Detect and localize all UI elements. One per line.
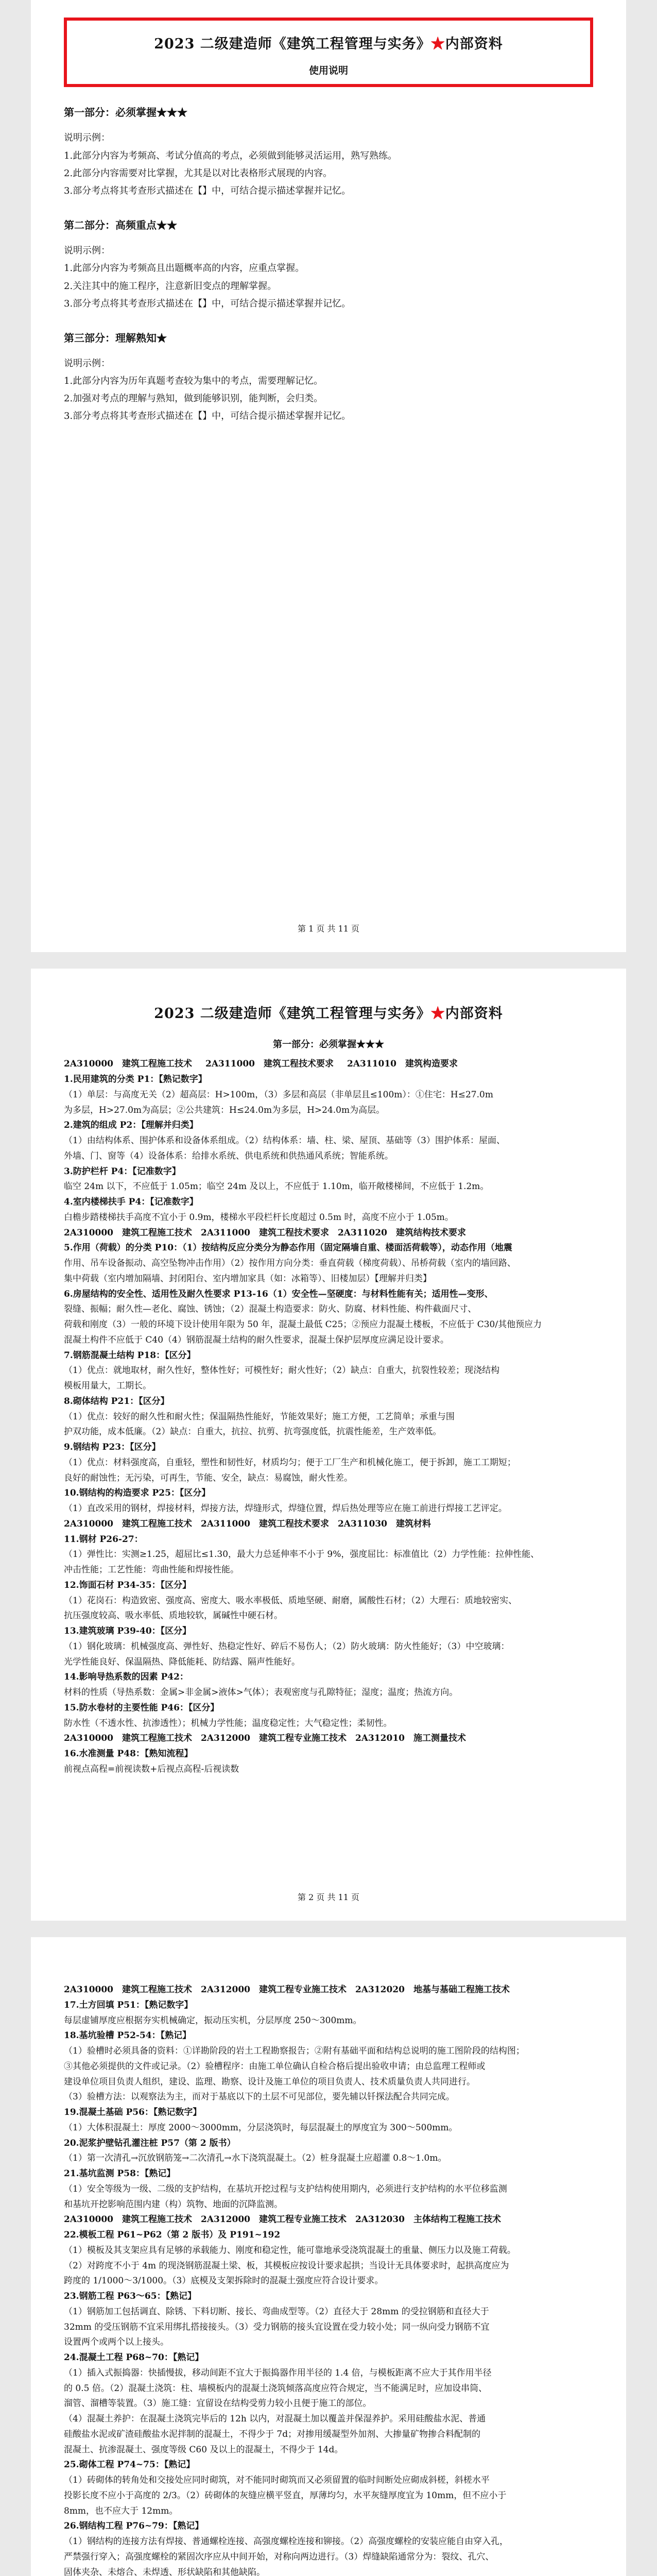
title-box	[64, 18, 593, 87]
knowledge-line: 17.土方回填 P51：【熟记数字】	[64, 1999, 193, 2010]
part2-line: 1.此部分内容为考频高且出题概率高的内容，应重点掌握。	[64, 263, 305, 274]
knowledge-line: 14.影响导热系数的因素 P42：	[64, 1672, 188, 1683]
section-code: 2A310000 建筑工程施工技术	[64, 1059, 192, 1070]
knowledge-line: 溜管、溜槽等装置。（3）施工缝：宜留设在结构受剪力较小且便于施工的部位。	[64, 2398, 372, 2409]
knowledge-line: 20.泥浆护壁钻孔灌注桩 P57（第 2 版书）	[64, 2138, 236, 2148]
section-code: 2A311010 建筑构造要求	[347, 1059, 458, 1070]
knowledge-line: 跨度的 1/1000～3/1000。（3）底模及支架拆除时的混凝土强度应符合设计要求。	[64, 2276, 384, 2286]
knowledge-line: 22.模板工程 P61~P62（第 2 版书）及 P191~192	[64, 2230, 281, 2240]
part1-example: 说明示例：	[64, 132, 110, 144]
knowledge-line: （1）优点：较好的耐久性和耐火性；保温隔热性能好，节能效果好；施工方便，工艺简单；承重与围	[64, 1411, 455, 1422]
knowledge-line: 的 0.5 倍。（2）混凝土浇筑：柱、墙模板内的混凝土浇筑倾落高度应符合规定，当不能满足时，应加设串筒、	[64, 2383, 488, 2394]
part1-line: 2.此部分内容需要对比掌握，尤其是以对比表格形式展现的内容。	[64, 167, 333, 179]
part3-line: 1.此部分内容为历年真题考查较为集中的考点，需要理解记忆。	[64, 376, 323, 387]
knowledge-line: 8mm，也不应大于 12mm。	[64, 2505, 178, 2516]
knowledge-line: 16.水准测量 P48：【熟知流程】	[64, 1749, 193, 1759]
page-footer: 第 2 页 共 11 页	[298, 1892, 359, 1902]
part2-line: 2.关注其中的施工程序，注意新旧变点的理解掌握。	[64, 280, 277, 292]
document-title	[64, 1001, 593, 1027]
part3-line: 3.部分考点将其考查形式描述在【】中，可结合提示描述掌握并记忆。	[64, 411, 351, 422]
knowledge-line: （1）单层：与高度无关（2）超高层：H>100m，（3）多层和高层（非单层且≤100m）：①住宅：H≤27.0m	[64, 1089, 493, 1100]
knowledge-line: （1）直改采用的钢材，焊接材料，焊接方法，焊缝形式，焊缝位置，焊后热处理等应在施工前进行焊接工艺评定。	[64, 1503, 507, 1514]
knowledge-line: 13.建筑玻璃 P39-40：【区分】	[64, 1626, 192, 1637]
knowledge-line: （1）验槽时必须具备的资料：①详勘阶段的岩土工程勘察报告；②附有基础平面和结构总说明的施工图阶段的结构图；	[64, 2046, 525, 2056]
knowledge-line: （1）花岗石：构造致密、强度高、密度大、吸水率极低、质地坚硬、耐磨，属酸性石材；（2）大理石：质地较密实、	[64, 1595, 517, 1606]
knowledge-line: 混凝土、抗渗混凝土、强度等级 C60 及以上的混凝土，不得少于 14d。	[64, 2444, 343, 2455]
part1-heading	[64, 103, 593, 122]
knowledge-line: 防水性（不透水性、抗渗透性）；机械力学性能；温度稳定性；大气稳定性；柔韧性。	[64, 1718, 392, 1728]
knowledge-line: 模板用量大，工期长。	[64, 1381, 151, 1392]
part3-example: 说明示例：	[64, 358, 110, 369]
knowledge-line: 良好的耐蚀性；无污染，可再生，节能、安全，缺点：易腐蚀，耐火性差。	[64, 1472, 353, 1483]
knowledge-line: 硅酸盐水泥或矿渣硅酸盐水泥拌制的混凝土，不得少于 7d；对掺用缓凝型外加剂、大掺量矿物掺合料配制的	[64, 2429, 481, 2439]
knowledge-line: 临空 24m 以下，不应低于 1.05m；临空 24m 及以上，不应低于 1.10m，临开敞楼梯间，不应低于 1.2m。	[64, 1181, 489, 1192]
knowledge-line: 21.基坑监测 P58：【熟记】	[64, 2168, 176, 2179]
knowledge-line: 设置两个或两个以上接头。	[64, 2337, 169, 2348]
document-title	[74, 31, 583, 57]
part2-stars-icon: ★★	[157, 219, 177, 232]
knowledge-line: 为多层，H>27.0m为高层；②公共建筑：H≤24.0m为多层，H>24.0m为高层。	[64, 1105, 385, 1115]
title-star-icon: ★	[430, 1006, 445, 1022]
knowledge-line: 12.饰面石材 P34-35：【区分】	[64, 1580, 192, 1590]
knowledge-line: 和基坑开挖影响范围内建（构）筑物、地面的沉降监测。	[64, 2199, 283, 2210]
knowledge-line: 每层虚铺厚度应根据夯实机械确定，振动压实机，分层厚度 250～300mm。	[64, 2015, 362, 2026]
part1-line: 3.部分考点将其考查形式描述在【】中，可结合提示描述掌握并记忆。	[64, 185, 351, 196]
knowledge-line: 25.砌体工程 P74~75：【熟记】	[64, 2460, 195, 2470]
page-footer: 第 1 页 共 11 页	[298, 923, 359, 934]
knowledge-line: （1）砖砌体的转角处和交接处应同时砌筑，对不能同时砌筑而又必须留置的临时间断处应砌成斜槎，斜槎水平	[64, 2475, 490, 2485]
knowledge-line: （2）对跨度不小于 4m 的现浇钢筋混凝土梁、板，其模板应按设计要求起拱；当设计无具体要求时，起拱高度应为	[64, 2260, 509, 2271]
knowledge-line: 1.民用建筑的分类 P1：【熟记数字】	[64, 1074, 207, 1085]
knowledge-line: 15.防水卷材的主要性能 P46：【区分】	[64, 1702, 219, 1713]
knowledge-line: 冲击性能；工艺性能：弯曲性能和焊接性能。	[64, 1565, 239, 1575]
title-prefix: 2023 二级建造师《建筑工程管理与实务》	[154, 36, 431, 52]
knowledge-line: （1）模板及其支架应具有足够的承载能力、刚度和稳定性，能可靠地承受浇筑混凝土的重量、侧压力以及施工荷载。	[64, 2245, 516, 2256]
part2-example: 说明示例：	[64, 245, 110, 257]
knowledge-line: 9.钢结构 P23：【区分】	[64, 1442, 161, 1453]
section-row	[64, 1057, 593, 1072]
knowledge-line: （1）安全等级为一级、二级的支护结构，在基坑开挖过程与支护结构使用期内，必须进行支护结构的水平位移监测	[64, 2183, 507, 2194]
knowledge-line: （3）验槽方法：以观察法为主，而对于基底以下的土层不可见部位，要先辅以钎探法配合共同完成。	[64, 2092, 455, 2103]
knowledge-line: （1）优点：材料强度高，自重轻，塑性和韧性好，材质均匀；便于工厂生产和机械化施工，便于拆卸，施工工期短；	[64, 1457, 516, 1468]
knowledge-line: ③其他必须提供的文件或记录。（2）验槽程序：由施工单位确认自检合格后提出验收申请；由总监理工程师或	[64, 2061, 486, 2072]
knowledge-line: 荷载和刚度（3）一般的环境下设计使用年限为 50 年，混凝土最低 C25；②预应力混凝土楼板，不应低于 C30/其他预应力	[64, 1319, 542, 1330]
part3-stars-icon: ★	[157, 331, 167, 344]
knowledge-line: 26.钢结构工程 P76~79：【熟记】	[64, 2521, 204, 2532]
title-star-icon: ★	[430, 36, 445, 52]
knowledge-line: 裂缝、振幅；耐久性—老化、腐蚀、锈蚀；（2）混凝土构造要求：防火、防腐、材料性能、构件截面尺寸、	[64, 1304, 477, 1315]
knowledge-line: （1）由结构体系、围护体系和设备体系组成。（2）结构体系：墙、柱、梁、屋顶、基础等（3）围护体系：屋面、	[64, 1136, 505, 1146]
part2-line: 3.部分考点将其考查形式描述在【】中，可结合提示描述掌握并记忆。	[64, 298, 351, 309]
document-page-3	[31, 1937, 626, 2576]
part3-heading-text: 第三部分：理解熟知	[64, 331, 157, 344]
knowledge-line: 前视点高程=前视读数+后视点高程-后视读数	[64, 1764, 239, 1774]
knowledge-line: 11.钢材 P26-27：	[64, 1534, 143, 1545]
document-page-2	[31, 969, 626, 1921]
knowledge-line: 23.钢筋工程 P63～65：【熟记】	[64, 2291, 197, 2301]
part3-heading	[64, 328, 593, 348]
knowledge-line: 2.建筑的组成 P2：【理解并归类】	[64, 1120, 198, 1131]
knowledge-line: 护双功能，成本低廉。（2）缺点：自重大，抗拉、抗剪、抗弯强度低，抗震性能差，生产效率低。	[64, 1427, 442, 1437]
title-suffix: 内部资料	[445, 36, 503, 52]
section-row: 2A310000 建筑工程施工技术 2A311000 建筑工程技术要求 2A311030 建筑材料	[64, 1518, 431, 1529]
knowledge-line: 3.防护栏杆 P4：【记准数字】	[64, 1166, 181, 1177]
part1-heading-text: 第一部分：必须掌握	[64, 106, 157, 119]
section-row: 2A310000 建筑工程施工技术 2A312000 建筑工程专业施工技术 2A312020 地基与基础工程施工技术	[64, 1985, 510, 1995]
knowledge-line: 18.基坑验槽 P52-54：【熟记】	[64, 2030, 192, 2041]
knowledge-list	[64, 1998, 593, 2576]
knowledge-line: （1）大体积混凝土：厚度 2000～3000mm，分层浇筑时，每层混凝土的厚度宜为 300～500mm。	[64, 2122, 458, 2133]
part3-line: 2.加强对考点的理解与熟知，做到能够识别，能判断，会归类。	[64, 393, 323, 404]
knowledge-line: （4）混凝土养护：在混凝土浇筑完毕后的 12h 以内，对混凝土加以覆盖并保湿养护。采用硅酸盐水泥、普通	[64, 2414, 486, 2424]
knowledge-line: 24.混凝土工程 P68~70：【熟记】	[64, 2352, 204, 2363]
knowledge-line: 5.作用（荷载）的分类 P10：（1）按结构反应分类分为静态作用（固定隔墙自重、楼面活荷载等），动态作用（地震	[64, 1243, 512, 1253]
knowledge-line: （1）钢筋加工包括调直、除锈、下料切断、接长、弯曲成型等。（2）直径大于 28mm 的受拉钢筋和直径大于	[64, 2306, 489, 2317]
knowledge-line: 32mm 的受压钢筋不宜采用绑扎搭接接头。（3）受力钢筋的接头宜设置在受力较小处；同一纵向受力钢筋不宜	[64, 2321, 490, 2332]
knowledge-line: （1）钢化玻璃：机械强度高、弹性好、热稳定性好、碎后不易伤人；（2）防火玻璃：防火性能好；（3）中空玻璃：	[64, 1641, 510, 1652]
knowledge-line: 白檐步踏楼梯扶手高度不宜小于 0.9m，楼梯水平段栏杆长度超过 0.5m 时，高度不应小于 1.05m。	[64, 1212, 454, 1223]
document-page-1	[31, 0, 626, 952]
title-suffix: 内部资料	[445, 1006, 503, 1022]
knowledge-line: 严禁强行穿入；高强度螺栓的紧固次序应从中间开始，对称向两边进行。（3）焊缝缺陷通常分为：裂纹、孔穴、	[64, 2551, 494, 2562]
knowledge-line: 8.砌体结构 P21：【区分】	[64, 1396, 169, 1406]
part2-heading	[64, 215, 593, 235]
knowledge-list	[64, 1072, 593, 1777]
knowledge-line: 外墙、门、窗等（4）设备体系：给排水系统、供电系统和供热通风系统；智能系统。	[64, 1150, 393, 1161]
knowledge-line: 10.钢结构的构造要求 P25：【区分】	[64, 1488, 211, 1499]
section-code: 2A311000 建筑工程技术要求	[205, 1059, 334, 1070]
knowledge-line: 6.房屋结构的安全性、适用性及耐久性要求 P13-16（1）安全性—坚硬度：与材料性能有关；适用性—变形、	[64, 1289, 493, 1299]
knowledge-line: 19.混凝土基础 P56：【熟记数字】	[64, 2107, 202, 2117]
knowledge-line: 7.钢筋混凝土结构 P18：【区分】	[64, 1350, 196, 1361]
knowledge-line: （1）优点：就地取材，耐久性好，整体性好；可模性好；耐火性好；（2）缺点：自重大，抗裂性较差；现浇结构	[64, 1365, 500, 1376]
part2-heading-text: 第二部分：高频重点	[64, 219, 157, 232]
usage-heading: 使用说明	[308, 65, 348, 77]
knowledge-line: 抗压强度较高、吸水率低、质地较软，属碱性中硬石材。	[64, 1611, 283, 1621]
section-row: 2A310000 建筑工程施工技术 2A312000 建筑工程专业施工技术 2A312030 主体结构工程施工技术	[64, 2214, 501, 2225]
knowledge-line: 材料的性质（导热系数：金属>非金属>液体>气体）；表观密度与孔隙特征；湿度；温度；热流方向。	[64, 1687, 458, 1698]
section-row: 2A310000 建筑工程施工技术 2A311000 建筑工程技术要求 2A311020 建筑结构技术要求	[64, 1227, 466, 1238]
knowledge-line: （1）弹性比：实测≥1.25，超屈比≤1.30，最大力总延伸率不小于 9%，强度屈比：标准值比（2）力学性能：拉伸性能、	[64, 1549, 540, 1560]
knowledge-line: 建设单位项目负责人组织，建设、监理、勘察、设计及施工单位的项目负责人、技术质量负责人共同进行。	[64, 2076, 475, 2087]
part1-stars-icon: ★★★	[157, 106, 187, 119]
knowledge-line: （1）第一次清孔→沉放钢筋笼→二次清孔→水下浇筑混凝土。（2）桩身混凝土应超灌 0.8～1.0m。	[64, 2153, 447, 2164]
knowledge-line: 作用、吊车设备振动、高空坠物冲击作用）（2）按作用方向分类：垂直荷载（梯度荷载）、吊桥荷载（室内的墙回路、	[64, 1258, 516, 1269]
knowledge-line: 混凝土构件不应低于 C40（4）钢筋混凝土结构的耐久性要求，混凝土保护层厚度应满足设计要求。	[64, 1334, 449, 1345]
knowledge-line: 集中荷载（室内增加隔墙、封闭阳台、室内增加家具（如：冰箱等）、旧楼加层）【理解并归类】	[64, 1273, 431, 1284]
knowledge-line: 固体夹杂、未熔合、未焊透、形状缺陷和其他缺陷。	[64, 2567, 265, 2576]
part1-heading: 第一部分：必须掌握★★★	[273, 1039, 384, 1050]
knowledge-line: 4.室内楼梯扶手 P4：【记准数字】	[64, 1197, 198, 1208]
knowledge-line: 投影长度不应小于高度的 2/3。（2）砖砌体的灰缝应横平竖直，厚薄均匀，水平灰缝厚度宜为 10mm，但不应小于	[64, 2490, 507, 2501]
section-row: 2A310000 建筑工程施工技术 2A312000 建筑工程专业施工技术 2A312010 施工测量技术	[64, 1733, 466, 1744]
knowledge-line: （1）插入式振捣器：快插慢拔，移动间距不宜大于振捣器作用半径的 1.4 倍，与模板距离不应大于其作用半径	[64, 2367, 492, 2378]
part1-line: 1.此部分内容为考频高、考试分值高的考点，必须做到能够灵活运用，熟写熟练。	[64, 150, 397, 161]
title-prefix: 2023 二级建造师《建筑工程管理与实务》	[154, 1006, 431, 1022]
knowledge-line: 光学性能良好、保温隔热、降低能耗、防结露、隔声性能好。	[64, 1656, 300, 1667]
knowledge-line: （1）钢结构的连接方法有焊接、普通螺栓连接、高强度螺栓连接和铆接。（2）高强度螺栓的安装应能自由穿入孔，	[64, 2536, 509, 2547]
